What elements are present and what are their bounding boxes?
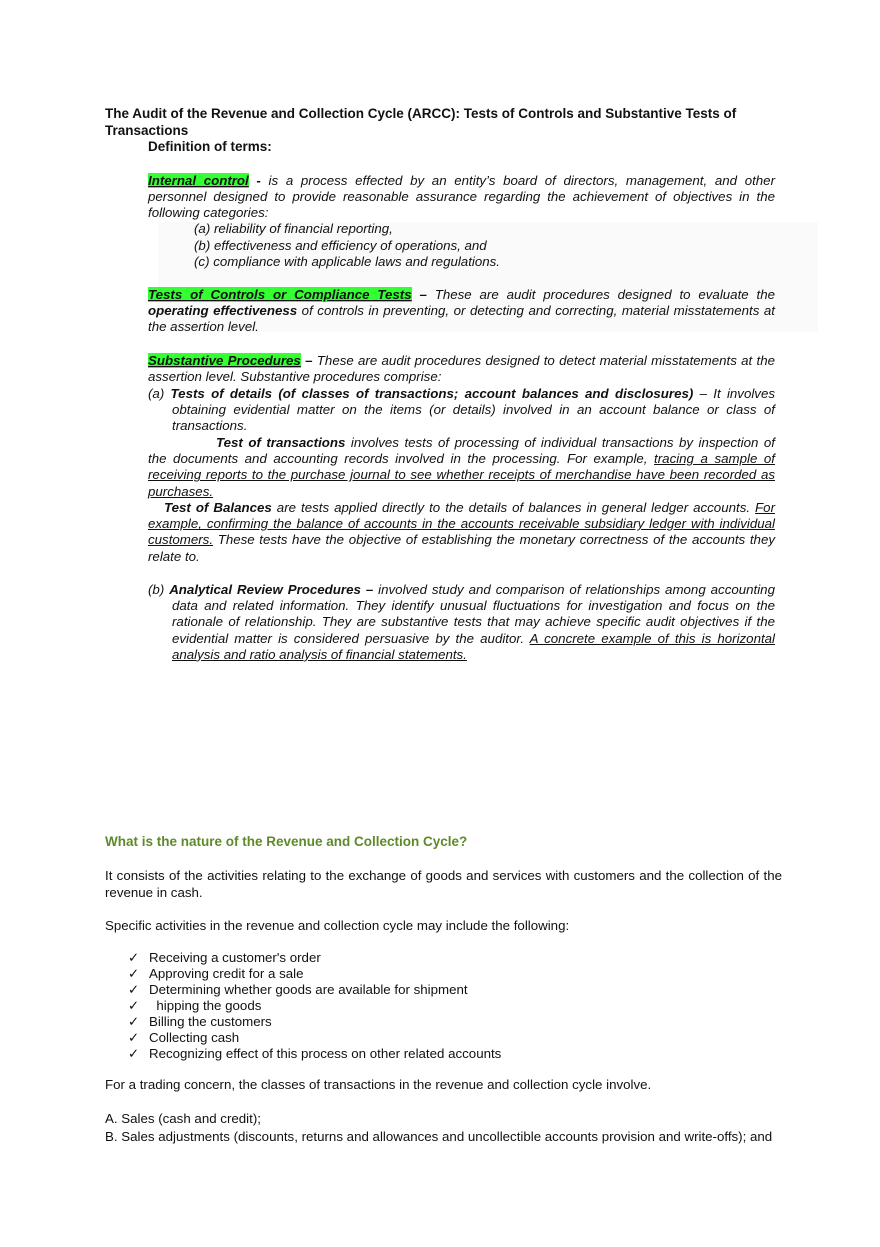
list-item [128, 1046, 628, 1062]
term-dash: - [248, 173, 269, 188]
list-item [128, 1014, 628, 1030]
internal-control-definition [148, 173, 775, 222]
tests-of-details-text: – It involves obtaining evidential matter on the items (or details) involved in an account balance or class of transactions. [172, 386, 775, 434]
list-item [128, 966, 628, 982]
term-dash: – [411, 287, 435, 302]
internal-control-text: is a process effected by an entity’s board of directors, management, and other personnel designed to provide reasonable assurance regarding the achievement of objectives in the following categories: [148, 173, 776, 221]
test-of-balances-para [148, 500, 775, 565]
check-icon: ✓ [128, 1030, 140, 1045]
item-marker: (a) [148, 386, 171, 401]
item-marker: (b) [148, 582, 170, 597]
test-of-transactions-title: Test of transactions [216, 435, 346, 450]
list-item [128, 998, 628, 1014]
term-dash: – [300, 353, 317, 368]
check-icon: ✓ [128, 950, 140, 965]
list-item [128, 982, 628, 998]
check-icon: ✓ [128, 998, 140, 1013]
list-item-label: Approving credit for a sale [149, 966, 304, 981]
test-of-balances-example: For example, confirming the balance of accounts in the accounts receivable subsidiary ledger with individual customers. [148, 500, 775, 548]
definition-heading: Definition of terms: [148, 139, 272, 154]
nature-paragraph: It consists of the activities relating to the exchange of goods and services with customers and the collection of the revenue in cash. [105, 868, 782, 900]
substantive-procedures-definition [148, 353, 775, 385]
document-title: The Audit of the Revenue and Collection Cycle (ARCC): Tests of Controls and Substantive Tests of Transactions [105, 106, 737, 138]
category-item: (a) reliability of financial reporting, [194, 221, 393, 236]
nature-heading: What is the nature of the Revenue and Collection Cycle? [105, 834, 468, 849]
tests-of-details-title: Tests of details (of classes of transactions; account balances and disclosures) [170, 386, 694, 401]
check-icon: ✓ [128, 982, 140, 997]
activities-intro: Specific activities in the revenue and collection cycle may include the following: [105, 918, 570, 933]
tests-of-controls-definition [148, 287, 775, 336]
substantive-procedures-term: Substantive Procedures [148, 353, 301, 368]
test-of-transactions-text: involves tests of processing of individual transactions by inspection of the documents and accounting records involved in the processing. For example, [148, 435, 775, 467]
internal-control-term: Internal control [148, 173, 249, 188]
list-item-label: Collecting cash [149, 1030, 240, 1045]
tests-of-controls-text-2: of controls in preventing, or detecting and correcting, material misstatements at the assertion level. [148, 303, 775, 335]
category-item: (c) compliance with applicable laws and regulations. [194, 254, 500, 269]
list-item-label: Recognizing effect of this process on other related accounts [149, 1046, 502, 1061]
activities-list [128, 950, 628, 1062]
list-item-label: Receiving a customer's order [149, 950, 321, 965]
analytical-review-title: Analytical Review Procedures – [169, 582, 374, 597]
internal-control-categories [194, 221, 500, 271]
analytical-review-text: involved study and comparison of relationships among accounting data and related information. They identify unusual fluctuations for investigation and focus on the rationale of relationship. They are substantive tests that may achieve specific audit objectives if the evidential matter is considered persuasive by the auditor. [172, 582, 775, 646]
tests-of-controls-term: Tests of Controls or Compliance Tests [148, 287, 412, 302]
analytical-review-item [148, 582, 775, 663]
analytical-review-example: A concrete example of this is horizontal analysis and ratio analysis of financial statements. [172, 630, 776, 662]
list-item [128, 1030, 628, 1046]
class-a: A. Sales (cash and credit); [105, 1111, 261, 1126]
check-icon: ✓ [128, 1046, 140, 1061]
category-item: (b) effectiveness and efficiency of operations, and [194, 237, 487, 253]
list-item-label: hipping the goods [149, 998, 262, 1013]
tests-of-controls-text: These are audit procedures designed to evaluate the [434, 287, 775, 302]
test-of-balances-text: are tests applied directly to the details of balances in general ledger accounts. [271, 500, 756, 515]
classes-intro: For a trading concern, the classes of transactions in the revenue and collection cycle involve. [105, 1077, 652, 1092]
operating-effectiveness: operating effectiveness [148, 303, 298, 319]
class-b: B. Sales adjustments (discounts, returns and allowances and uncollectible accounts provision and write-offs); and [105, 1129, 773, 1144]
test-of-balances-title: Test of Balances [164, 500, 272, 515]
test-of-transactions-para [148, 435, 775, 500]
substantive-text: These are audit procedures designed to detect material misstatements at the assertion level. Substantive procedures comprise: [148, 353, 776, 385]
list-item-label: Billing the customers [149, 1014, 272, 1029]
list-item-label: Determining whether goods are available for shipment [149, 982, 468, 997]
check-icon: ✓ [128, 1014, 140, 1029]
test-of-transactions-example: tracing a sample of receiving reports to the purchase journal to see whether receipts of merchandise have been recorded as purchases. [148, 451, 775, 499]
list-item [128, 950, 628, 966]
check-icon: ✓ [128, 966, 140, 981]
test-of-balances-text-2: These tests have the objective of establishing the monetary correctness of the accounts they relate to. [148, 532, 775, 564]
tests-of-details-item [148, 386, 775, 435]
